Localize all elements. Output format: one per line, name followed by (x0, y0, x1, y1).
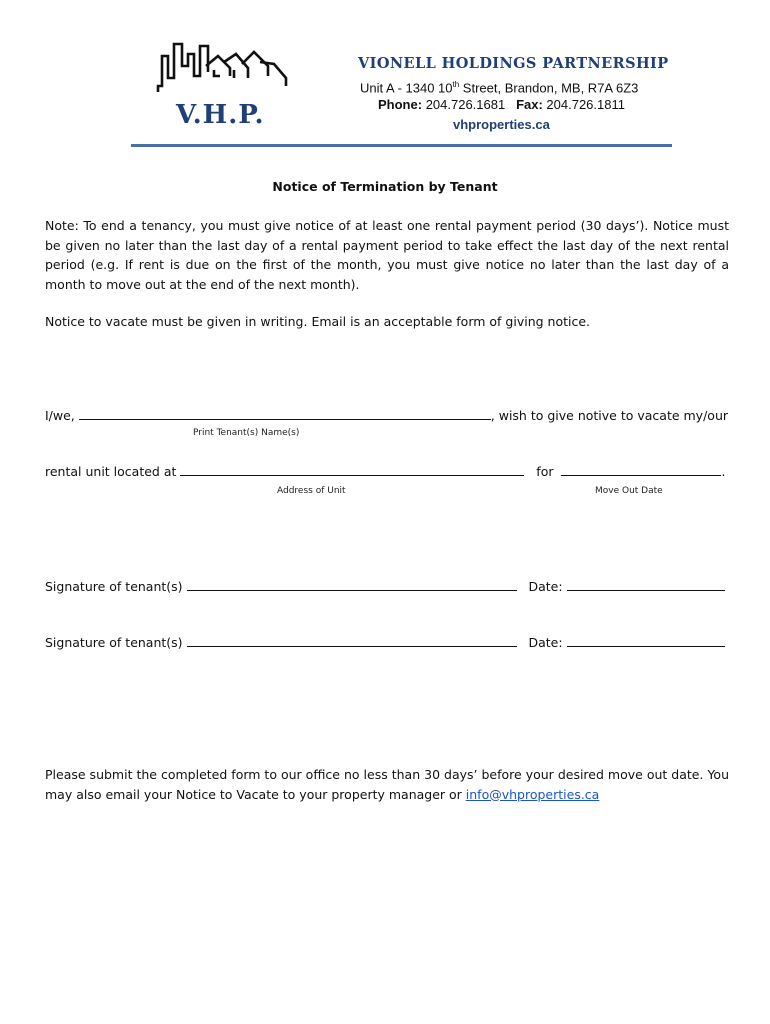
move-out-caption: Move Out Date (595, 486, 663, 496)
city-skyline-logo-icon (150, 36, 300, 96)
unit-address-field[interactable] (180, 463, 524, 476)
signature-field-1[interactable] (187, 578, 517, 591)
address-caption: Address of Unit (277, 486, 346, 496)
writing-notice-paragraph: Notice to vacate must be given in writing. Email is an acceptable form of giving notice. (45, 314, 591, 329)
company-website: vhproperties.ca (453, 117, 550, 132)
header-divider (131, 144, 672, 147)
signature-row-1: Signature of tenant(s) Date: (45, 578, 725, 594)
date-field-2[interactable] (567, 634, 725, 647)
tenant-names-field[interactable] (79, 407, 491, 420)
signature-row-2: Signature of tenant(s) Date: (45, 634, 725, 650)
move-out-date-field[interactable] (561, 463, 721, 476)
company-address: Unit A - 1340 10th Street, Brandon, MB, R7A 6Z3 (360, 80, 639, 96)
logo-text: V.H.P. (176, 100, 265, 130)
note-paragraph: Note: To end a tenancy, you must give notice of at least one rental payment period (30 days’). Notice must be given no later than the last day of a rental payment period to take effect the last day of the next rental period (e.g. If rent is due on the first of the month, you must give notice no later than the last day of a month to move out at the end of the next month). (45, 218, 729, 292)
signature-field-2[interactable] (187, 634, 517, 647)
rental-unit-row: rental unit located at for . (45, 464, 726, 479)
document-title: Notice of Termination by Tenant (272, 179, 498, 194)
company-phone-fax: Phone: 204.726.1681 Fax: 204.726.1811 (378, 97, 625, 112)
tenant-names-caption: Print Tenant(s) Name(s) (193, 428, 300, 438)
email-link[interactable]: info@vhproperties.ca (465, 786, 600, 802)
submit-instructions: Please submit the completed form to our office no less than 30 days’ before your desired move out date. You may also email your Notice to Vacate to your property manager or info@vhproperties.ca (45, 767, 729, 802)
company-name: VIONELL HOLDINGS PARTNERSHIP (358, 55, 669, 72)
tenant-names-row: I/we, , wish to give notive to vacate my/our (45, 408, 729, 423)
date-field-1[interactable] (567, 578, 725, 591)
